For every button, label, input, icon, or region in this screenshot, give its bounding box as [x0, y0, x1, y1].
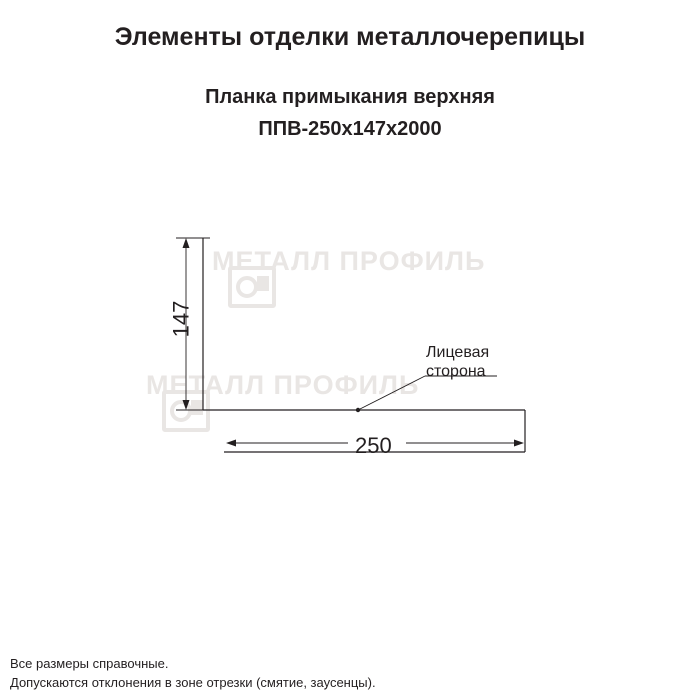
arrow-right-250: [514, 440, 524, 447]
callout-label: [426, 343, 489, 381]
callout-label-line2: сторона: [426, 363, 486, 380]
arrow-left-250: [226, 440, 236, 447]
arrow-up-147: [183, 238, 190, 248]
page-title: Элементы отделки металлочерепицы: [114, 23, 586, 51]
footnote-line-1: Все размеры справочные.: [10, 656, 169, 671]
callout-leader-line: [358, 376, 425, 410]
product-name: Планка примыкания верхняя: [205, 86, 495, 108]
callout-anchor-dot: [356, 408, 360, 412]
callout-label-line1: Лицевая: [426, 344, 490, 361]
watermark-text-top: МЕТАЛЛ ПРОФИЛЬ: [212, 246, 486, 276]
dimension-label-147: 147: [168, 300, 194, 338]
footnotes: [10, 654, 376, 692]
arrow-down-147: [183, 400, 190, 410]
footnote-line-2: Допускаются отклонения в зоне отрезки (смятие, заусенцы).: [10, 675, 376, 690]
watermark-text-bottom: МЕТАЛЛ ПРОФИЛЬ: [146, 370, 420, 400]
dimension-label-250: 250: [355, 433, 392, 458]
product-code: ППВ-250x147x2000: [258, 118, 442, 140]
